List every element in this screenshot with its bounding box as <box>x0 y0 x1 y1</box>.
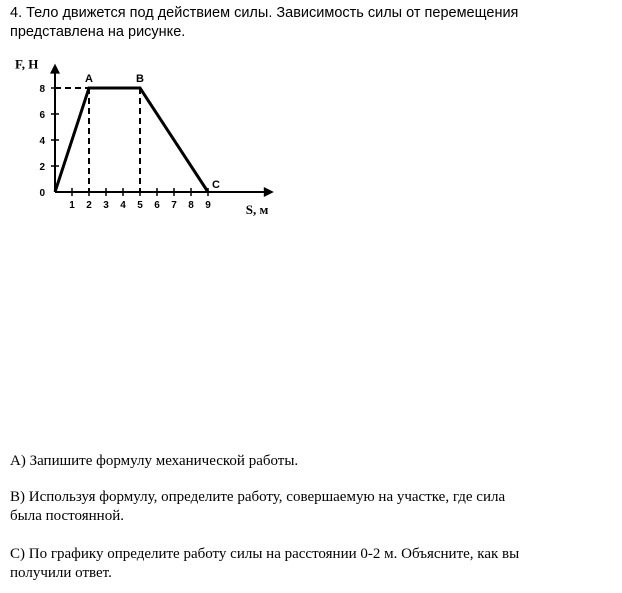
problem-line-1: 4. Тело движется под действием силы. Зависимость силы от перемещения <box>10 5 519 21</box>
problem-statement <box>10 4 610 42</box>
force-line <box>55 88 208 192</box>
y-tick-label: 2 <box>39 162 45 173</box>
chart-svg <box>0 40 300 220</box>
question-a <box>10 452 610 471</box>
x-axis-arrow-icon <box>264 187 274 197</box>
y-tick-label: 4 <box>39 136 45 147</box>
x-tick-label: 2 <box>86 200 92 211</box>
point-label-b: B <box>136 73 144 85</box>
x-tick-label: 6 <box>154 200 160 211</box>
question-c-line-2: получили ответ. <box>10 565 112 581</box>
y-tick-label: 8 <box>39 84 45 95</box>
y-axis-label: F, Н <box>15 56 39 72</box>
x-tick-label: 1 <box>69 200 75 211</box>
question-b-line-1: В) Используя формулу, определите работу, совершаемую на участке, где сила <box>10 489 506 505</box>
x-axis-label: S, м <box>245 202 269 217</box>
problem-line-2: представлена на рисунке. <box>10 24 186 40</box>
x-tick-label: 8 <box>188 200 194 211</box>
force-displacement-chart <box>0 40 300 220</box>
question-b-line-2: была постоянной. <box>10 508 124 524</box>
question-c-line-1: С) По графику определите работу силы на расстоянии 0-2 м. Объясните, как вы <box>10 546 520 562</box>
x-tick-label: 7 <box>171 200 177 211</box>
question-b <box>10 488 610 526</box>
y-axis-arrow-icon <box>50 64 60 74</box>
y-tick-label: 6 <box>39 110 45 121</box>
point-label-c: C <box>212 179 220 191</box>
y-tick-label: 0 <box>39 188 45 199</box>
x-tick-label: 5 <box>137 200 143 211</box>
point-label-a: A <box>85 73 93 85</box>
x-tick-label: 3 <box>103 200 109 211</box>
question-c <box>10 545 610 583</box>
x-tick-label: 4 <box>120 200 126 211</box>
x-tick-label: 9 <box>205 200 211 211</box>
question-a-text: А) Запишите формулу механической работы. <box>10 453 299 469</box>
